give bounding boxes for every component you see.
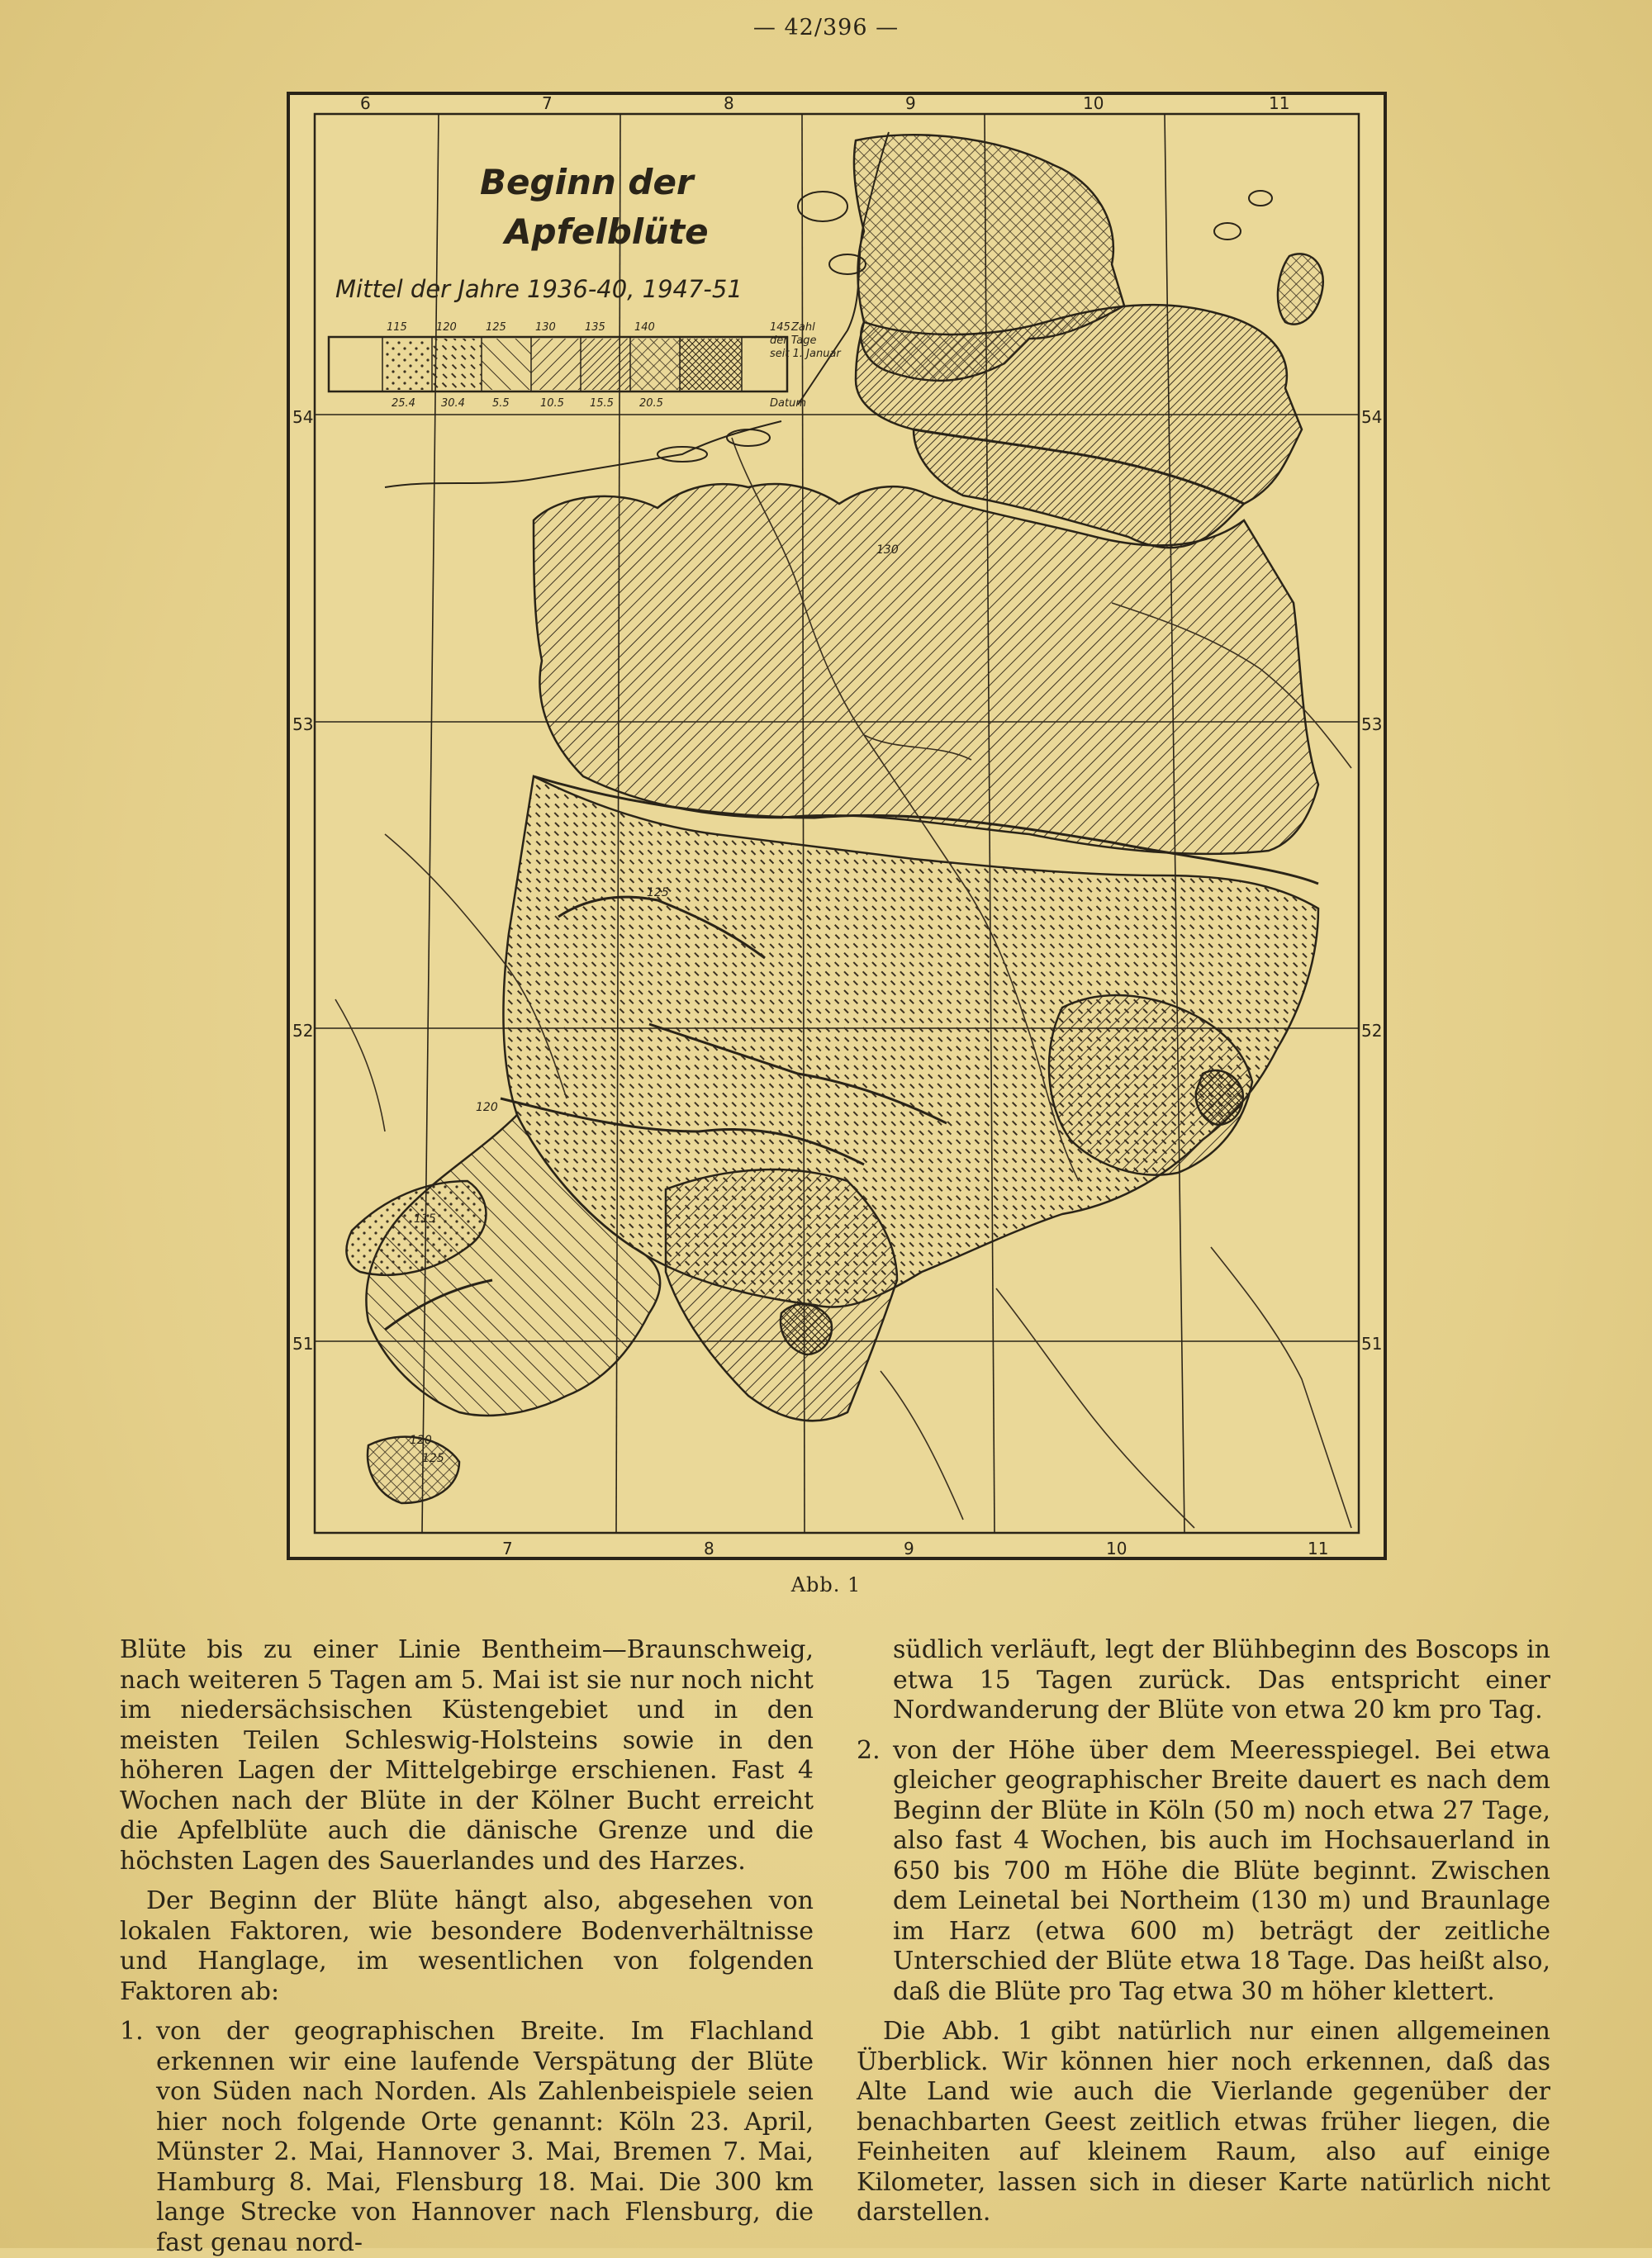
isoline-label-125-sw: 125 — [422, 1452, 444, 1465]
list-item-2-text: von der Höhe über dem Meeresspiegel. Bei etwa gleicher geographischer Breite dauert es nach dem Beginn der Blüte in Köln (50 m) noch etwa 27 Tage, also fast 4 Wochen, bis auch im Hochsauerland in 650 bis 700 m Höhe die Blüte beginnt. Zwischen dem Leinetal bei Northeim (130 m) und Braunlage im Harz (etwa 600 m) beträgt der zeitliche Unterschied der Blüte etwa 18 Tage. Das heißt also, daß die Blüte pro Tag etwa 30 m höher klettert. — [893, 1735, 1550, 2006]
lon-top-5: 11 — [1269, 93, 1290, 113]
lat-right-3: 51 — [1361, 1334, 1383, 1354]
list-item-2 — [857, 1736, 1550, 2008]
lon-bottom-0: 7 — [502, 1539, 513, 1558]
lon-top-3: 9 — [905, 93, 916, 113]
lat-left-2: 52 — [292, 1021, 314, 1041]
lon-bottom-3: 10 — [1106, 1539, 1127, 1558]
lat-left-0: 54 — [292, 407, 314, 427]
isoline-label-130: 130 — [876, 543, 899, 557]
legend-day-4: 135 — [585, 321, 605, 334]
legend-date-0: 25.4 — [392, 397, 415, 410]
legend-days-label-1: Zahl — [791, 321, 815, 334]
legend-date-2: 5.5 — [492, 397, 510, 410]
isoline-label-120: 120 — [476, 1101, 498, 1114]
figure-caption: Abb. 1 — [790, 1573, 862, 1596]
isoline-label-120-sw: 120 — [410, 1434, 432, 1447]
legend-days-label-2: der Tage — [770, 334, 817, 347]
text-column-left — [120, 1635, 814, 2258]
legend-swatch-135 — [581, 339, 630, 390]
lon-bottom-1: 8 — [704, 1539, 714, 1558]
lat-right-1: 53 — [1361, 714, 1383, 734]
legend-dates-label: Datum — [770, 397, 806, 410]
paragraph-left-1: Blüte bis zu einer Linie Bentheim—Braunschweig, nach weiteren 5 Tagen am 5. Mai ist sie nur noch nicht im niedersächsischen Küstengebiet und in den meisten Teilen Schleswig-Holsteins sowie in den höheren Lagen der Mittelgebirge erschienen. Fast 4 Wochen nach der Blüte in der Kölner Bucht erreicht die Apfelblüte auch die dänische Grenze und die höchsten Lagen des Sauerlandes und des Harzes. — [120, 1635, 814, 1876]
page-number: — 42/396 — — [752, 15, 900, 40]
list-item-1-continued — [857, 1635, 1550, 1726]
legend-day-0: 115 — [387, 321, 407, 334]
legend-date-4: 15.5 — [590, 397, 614, 410]
map-title-line1: Beginn der — [480, 162, 694, 202]
list-item-1-cont-text: südlich verläuft, legt der Blühbeginn des Boscops in etwa 15 Tagen zurück. Das entspricht einer Nordwanderung der Blüte von etwa 20 km pro Tag. — [893, 1635, 1550, 1724]
legend-swatch-145 — [680, 339, 742, 390]
legend-swatch-130 — [531, 339, 581, 390]
legend-days-label-3: seit 1. Januar — [770, 348, 841, 360]
legend-date-5: 20.5 — [639, 397, 663, 410]
lon-bottom-4: 11 — [1308, 1539, 1329, 1558]
lon-bottom-2: 9 — [904, 1539, 914, 1558]
map-figure — [286, 91, 1388, 1561]
legend-swatch-120 — [432, 339, 482, 390]
list-item-1 — [120, 2017, 814, 2258]
legend-swatch-125 — [482, 339, 531, 390]
legend-date-1: 30.4 — [441, 397, 465, 410]
legend-date-3: 10.5 — [540, 397, 564, 410]
lat-right-2: 52 — [1361, 1021, 1383, 1041]
paragraph-right-3: Die Abb. 1 gibt natürlich nur einen allgemeinen Überblick. Wir können hier noch erkennen, daß das Alte Land wie auch die Vierlande gegenüber der benachbarten Geest zeitlich etwas früher liegen, die Feinheiten auf kleinem Raum, also auf einige Kilometer, lassen sich in dieser Karte natürlich nicht darstellen. — [857, 2017, 1550, 2227]
legend-day-5: 140 — [634, 321, 655, 334]
lon-top-0: 6 — [360, 93, 371, 113]
map-subtitle: Mittel der Jahre 1936-40, 1947-51 — [335, 275, 743, 303]
paragraph-left-2: Der Beginn der Blüte hängt also, abgesehen von lokalen Faktoren, wie besondere Bodenverhältnisse und Hanglage, im wesentlichen von folgenden Faktoren ab: — [120, 1886, 814, 2006]
lat-right-0: 54 — [1361, 407, 1383, 427]
isoline-label-125: 125 — [647, 886, 669, 899]
lat-left-1: 53 — [292, 714, 314, 734]
legend-swatch-115 — [382, 339, 432, 390]
lon-top-4: 10 — [1083, 93, 1104, 113]
list-number-2: 2. — [857, 1735, 881, 1765]
list-number-1: 1. — [120, 2017, 144, 2046]
map-title-line2: Apfelblüte — [505, 211, 709, 252]
legend-day-2: 125 — [486, 321, 506, 334]
legend-day-6: 145 — [770, 321, 790, 334]
legend-swatch-140 — [630, 339, 680, 390]
lat-left-3: 51 — [292, 1334, 314, 1354]
lon-top-1: 7 — [542, 93, 553, 113]
list-item-1-text: von der geographischen Breite. Im Flachland erkennen wir eine laufende Verspätung der Blüte von Süden nach Norden. Als Zahlenbeispiele seien hier noch folgende Orte genannt: Köln 23. April, Münster 2. Mai, Hannover 3. Mai, Bremen 7. Mai, Hamburg 8. Mai, Flensburg 18. Mai. Die 300 km lange Strecke von Hannover nach Flensburg, die fast genau nord- — [156, 2017, 814, 2257]
zone-harz — [1196, 1070, 1243, 1125]
legend-day-3: 130 — [535, 321, 556, 334]
legend-day-1: 120 — [436, 321, 457, 334]
isoline-label-115: 115 — [414, 1212, 436, 1226]
lon-top-2: 8 — [724, 93, 734, 113]
text-column-right — [857, 1635, 1550, 2228]
